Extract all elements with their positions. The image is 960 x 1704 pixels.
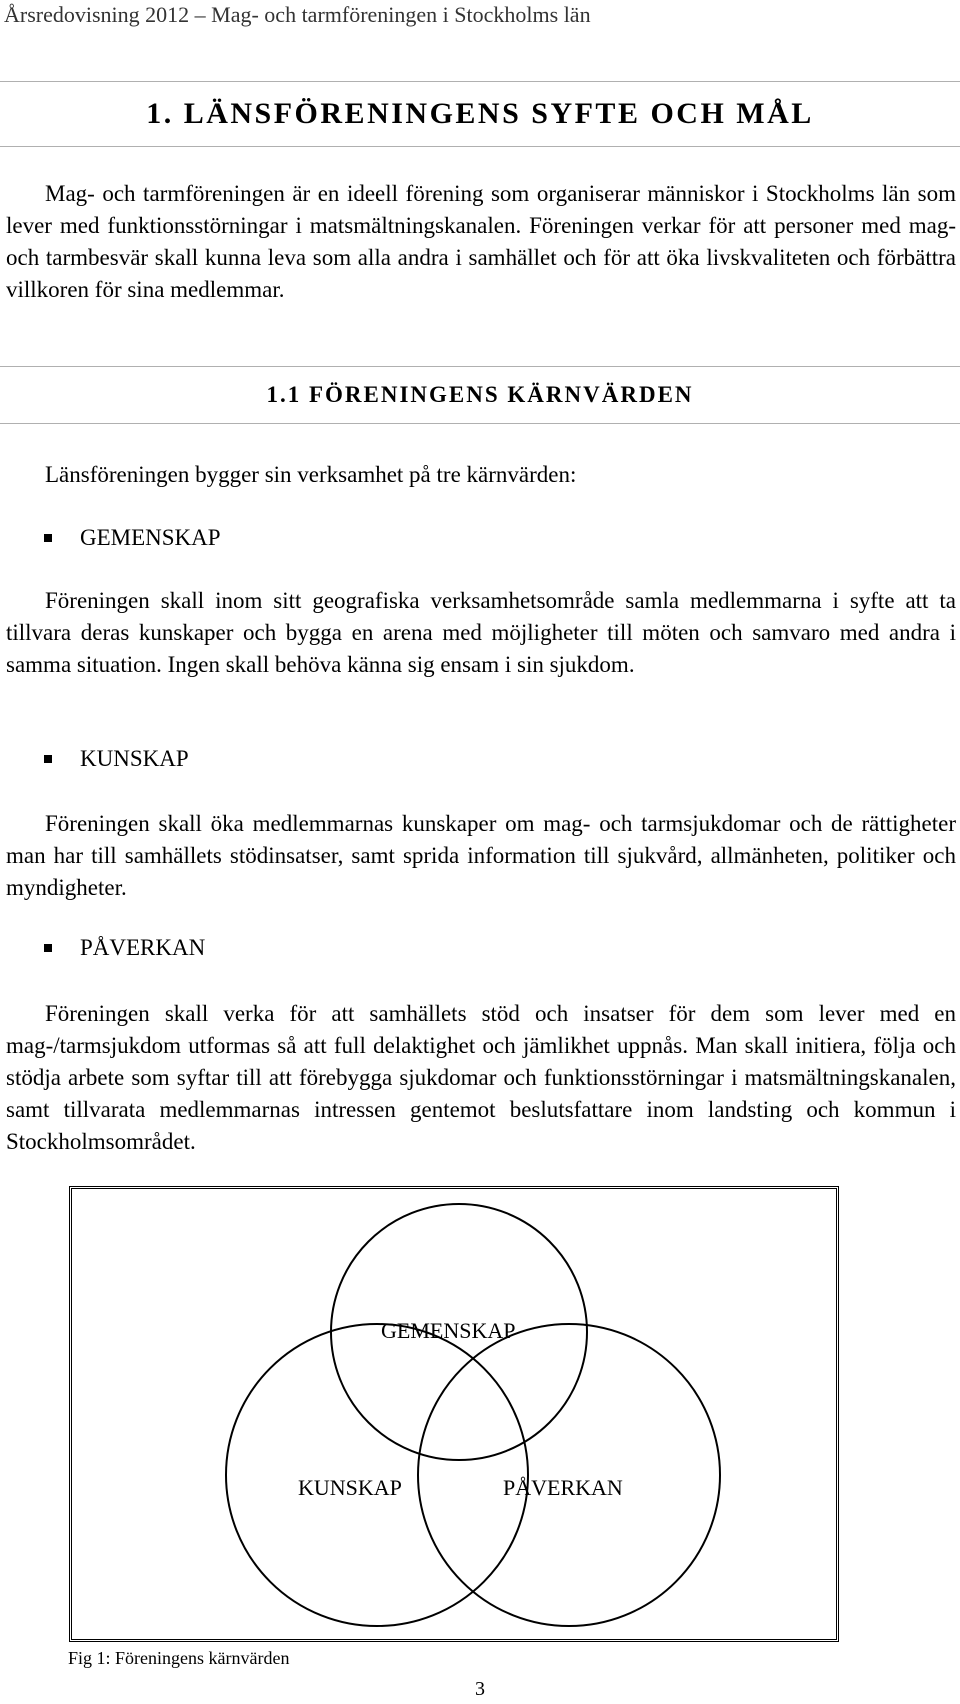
karnvarden-intro: Länsföreningen bygger sin verksamhet på tre kärnvärden: xyxy=(45,462,577,487)
page-number: 3 xyxy=(475,1678,485,1700)
value-title: PÅVERKAN xyxy=(80,935,206,960)
venn-label-kunskap: KUNSKAP xyxy=(298,1475,402,1500)
value-text-paverkan: Föreningen skall verka för att samhällets stöd och insatser för dem som lever med en mag-/tarmsjukdom utformas så att full delaktighet och jämlikhet uppnås. Man skall initiera, följa och stödja arbete som syftar till att förebygga sjukdomar och funktionsstörningar i matsmältningskanalen, samt tillvarata medlemmarnas intressen gentemot beslutsfattare inom landsting och kommun i Stockholmsområdet. xyxy=(6,1001,956,1154)
venn-label-paverkan: PÅVERKAN xyxy=(503,1475,623,1500)
syfte-paragraph: Mag- och tarmföreningen är en ideell förening som organiserar människor i Stockholms län som lever med funktionsstörningar i matsmältningskanalen. Föreningen verkar för att personer med mag- och tarmbesvär skall kunna leva som alla andra i samhället och för att öka livskvaliteten och förbättra villkoren för sina medlemmar. xyxy=(6,181,956,302)
value-title: KUNSKAP xyxy=(80,746,189,771)
section-heading-syfte: 1. LÄNSFÖRENINGENS SYFTE OCH MÅL xyxy=(146,97,814,130)
value-bullet-paverkan xyxy=(44,935,205,961)
value-bullet-gemenskap xyxy=(44,525,221,551)
header-rule xyxy=(0,81,960,82)
subsection-heading-karnvarden: 1.1 FÖRENINGENS KÄRNVÄRDEN xyxy=(266,382,694,407)
value-text-gemenskap: Föreningen skall inom sitt geografiska verksamhetsområde samla medlemmarna i syfte att ta tillvara deras kunskaper och bygga en arena med möjligheter till möten och samvaro med andra i samma situation. Ingen skall behöva känna sig ensam i sin sjukdom. xyxy=(6,588,956,677)
running-header: Årsredovisning 2012 – Mag- och tarmföreningen i Stockholms län xyxy=(4,2,591,27)
bullet-square-icon xyxy=(44,755,52,763)
venn-figure-frame xyxy=(69,1186,839,1642)
subsection-rule xyxy=(0,366,960,367)
value-bullet-kunskap xyxy=(44,746,189,772)
value-title: GEMENSKAP xyxy=(80,525,221,550)
section-heading-rule xyxy=(0,146,960,147)
venn-diagram xyxy=(72,1189,836,1639)
figure-caption: Fig 1: Föreningens kärnvärden xyxy=(68,1648,290,1668)
subsection-heading-rule xyxy=(0,423,960,424)
bullet-square-icon xyxy=(44,944,52,952)
venn-label-gemenskap: GEMENSKAP xyxy=(381,1318,516,1343)
bullet-square-icon xyxy=(44,534,52,542)
value-text-kunskap: Föreningen skall öka medlemmarnas kunskaper om mag- och tarmsjukdomar och de rättigheter man har till samhällets stödinsatser, samt sprida information till sjukvård, allmänheten, politiker och myndigheter. xyxy=(6,811,956,900)
